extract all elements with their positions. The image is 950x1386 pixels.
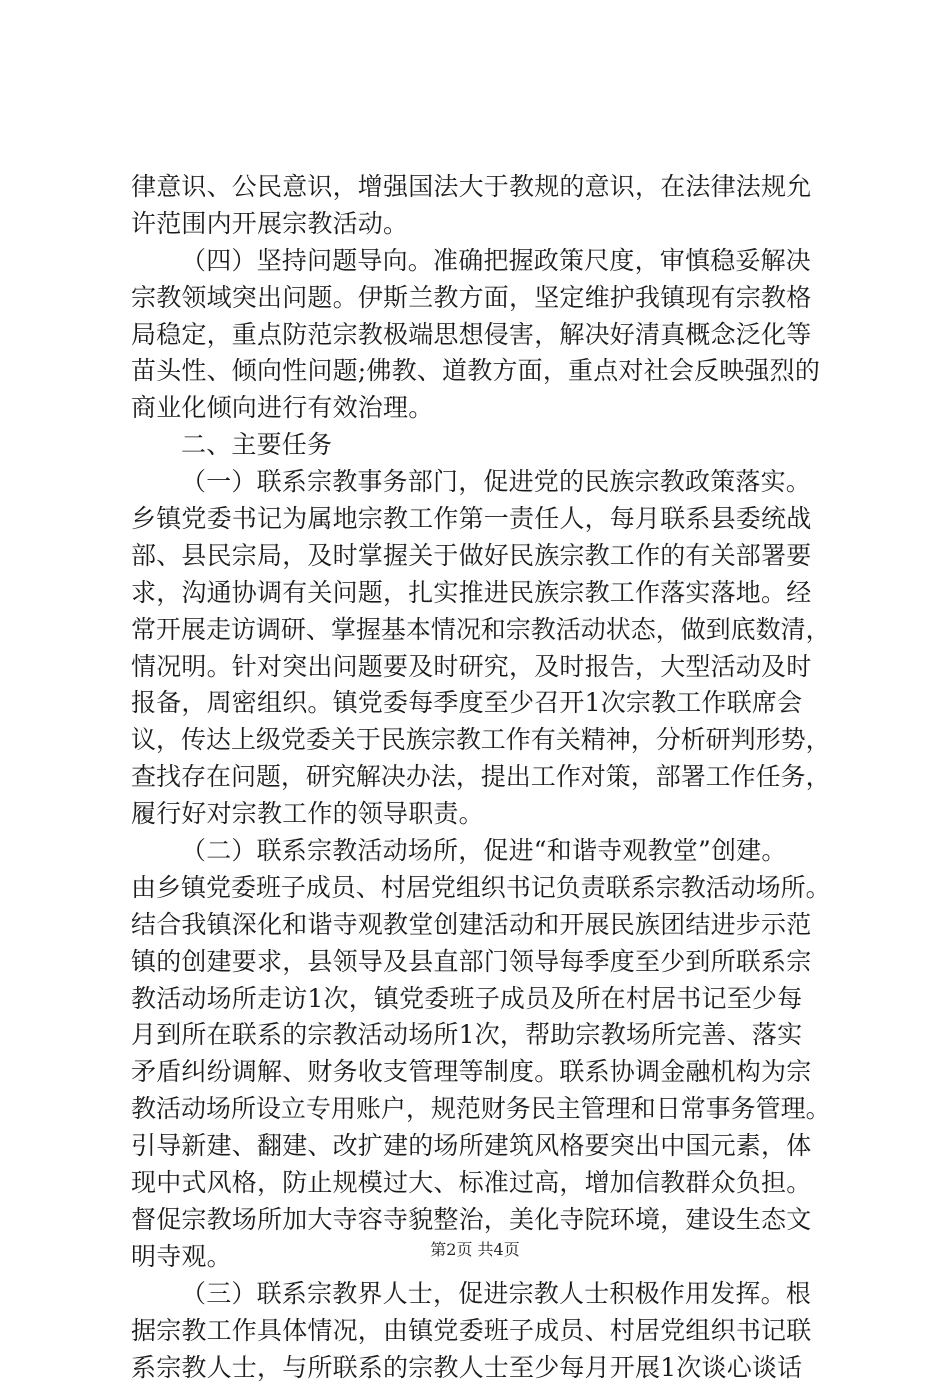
text-line: 部、县民宗局，及时掌握关于做好民族宗教工作的有关部署要 xyxy=(131,538,831,575)
text-line: 议，传达上级党委关于民族宗教工作有关精神，分析研判形势， xyxy=(131,722,831,759)
text-line: 苗头性、倾向性问题;佛教、道教方面，重点对社会反映强烈的 xyxy=(131,353,831,390)
text-line: 报备，周密组织。镇党委每季度至少召开1次宗教工作联席会 xyxy=(131,685,831,722)
text-line: 月到所在联系的宗教活动场所1次，帮助宗教场所完善、落实 xyxy=(131,1017,831,1054)
text-line: 现中式风格，防止规模过大、标准过高，增加信教群众负担。 xyxy=(131,1165,831,1202)
text-line: 由乡镇党委班子成员、村居党组织书记负责联系宗教活动场所。 xyxy=(131,870,831,907)
text-line: 明寺观。 xyxy=(131,1239,831,1276)
text-line: 系宗教人士，与所联系的宗教人士至少每月开展1次谈心谈话 xyxy=(131,1350,831,1386)
text-line: 结合我镇深化和谐寺观教堂创建活动和开展民族团结进步示范 xyxy=(131,907,831,944)
paragraph-start-line: （四）坚持问题导向。准确把握政策尺度，审慎稳妥解决 xyxy=(131,243,831,280)
text-line: 常开展走访调研、掌握基本情况和宗教活动状态，做到底数清， xyxy=(131,612,831,649)
text-line: 引导新建、翻建、改扩建的场所建筑风格要突出中国元素，体 xyxy=(131,1128,831,1165)
paragraph-start-line: （二）联系宗教活动场所，促进“和谐寺观教堂”创建。 xyxy=(131,833,831,870)
text-line: 乡镇党委书记为属地宗教工作第一责任人，每月联系县委统战 xyxy=(131,501,831,538)
text-line: 律意识、公民意识，增强国法大于教规的意识，在法律法规允 xyxy=(131,169,831,206)
text-line: 求，沟通协调有关问题，扎实推进民族宗教工作落实落地。经 xyxy=(131,575,831,612)
text-line: 局稳定，重点防范宗教极端思想侵害，解决好清真概念泛化等 xyxy=(131,317,831,354)
text-line: 履行好对宗教工作的领导职责。 xyxy=(131,796,831,833)
text-line: 据宗教工作具体情况，由镇党委班子成员、村居党组织书记联 xyxy=(131,1313,831,1350)
text-line: 矛盾纠纷调解、财务收支管理等制度。联系协调金融机构为宗 xyxy=(131,1054,831,1091)
text-line: 镇的创建要求，县领导及县直部门领导每季度至少到所联系宗 xyxy=(131,944,831,981)
paragraph-start-line: （一）联系宗教事务部门，促进党的民族宗教政策落实。 xyxy=(131,464,831,501)
page-footer: 第2页 共4页 xyxy=(0,1239,950,1261)
paragraph-start-line: 二、主要任务 xyxy=(131,427,831,464)
paragraph-start-line: （三）联系宗教界人士，促进宗教人士积极作用发挥。根 xyxy=(131,1276,831,1313)
text-line: 许范围内开展宗教活动。 xyxy=(131,206,831,243)
text-line: 教活动场所走访1次，镇党委班子成员及所在村居书记至少每 xyxy=(131,981,831,1018)
text-line: 情况明。针对突出问题要及时研究，及时报告，大型活动及时 xyxy=(131,649,831,686)
text-line: 查找存在问题，研究解决办法，提出工作对策，部署工作任务， xyxy=(131,759,831,796)
text-line: 商业化倾向进行有效治理。 xyxy=(131,390,831,427)
text-line: 教活动场所设立专用账户，规范财务民主管理和日常事务管理。 xyxy=(131,1091,831,1128)
document-body xyxy=(131,169,831,1386)
text-line: 督促宗教场所加大寺容寺貌整治，美化寺院环境，建设生态文 xyxy=(131,1202,831,1239)
text-line: 宗教领域突出问题。伊斯兰教方面，坚定维护我镇现有宗教格 xyxy=(131,280,831,317)
